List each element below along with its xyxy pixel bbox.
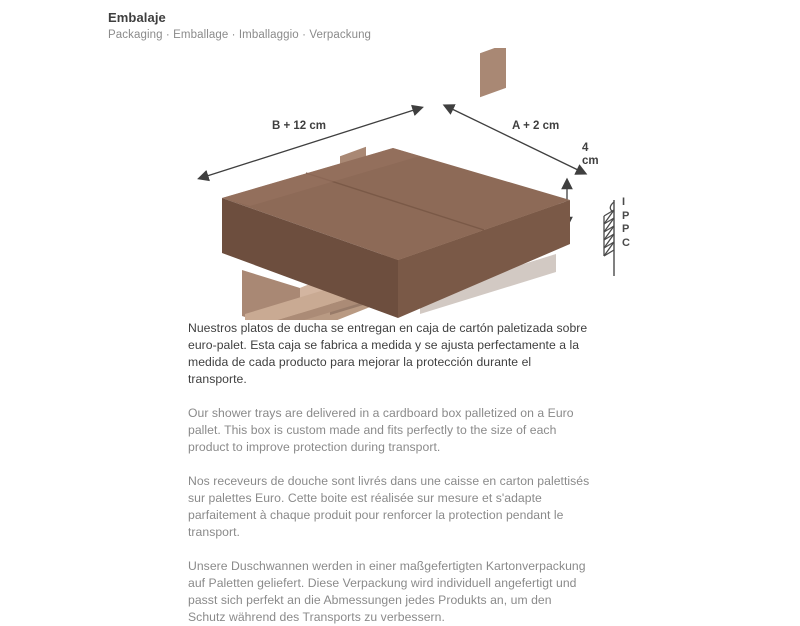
dimension-label-height	[582, 142, 599, 168]
pallet-illustration	[0, 48, 800, 320]
ippc-letter-3: P	[622, 223, 630, 235]
description-text-block	[188, 320, 592, 626]
dimension-height-unit: cm	[582, 155, 599, 167]
ippc-stamp	[600, 196, 664, 280]
ippc-letter-2: P	[622, 209, 630, 222]
pallet-drawing	[0, 48, 800, 320]
page-title: Embalaje	[108, 10, 166, 25]
paragraph-fr: Nos receveurs de douche sont livrés dans une caisse en carton palettisés sur palettes Euro. Cette boite est réalisée sur mesure et s'adapte parfaitement à chaque produit pour renforcer la protection pendant le transport.	[188, 474, 590, 539]
ippc-letter-4: C	[622, 236, 631, 249]
page-header	[108, 10, 668, 41]
dimension-label-width: B + 12 cm	[272, 120, 327, 132]
dimension-label-depth: A + 2 cm	[512, 120, 560, 132]
ippc-letter-1: I	[622, 196, 626, 208]
dimension-height-value: 4	[582, 142, 589, 154]
paragraph-en: Our shower trays are delivered in a cardboard box palletized on a Euro pallet. This box is custom made and fits perfectly to the size of each product to improve protection during transport.	[188, 406, 574, 454]
ippc-letters	[622, 196, 630, 250]
page-subtitle: Packaging · Emballage · Imballaggio · Verpackung	[108, 29, 372, 41]
paragraph-de: Unsere Duschwannen werden in einer maßgefertigten Kartonverpackung auf Paletten geliefert. Diese Verpackung wird individuell angefertigt und passt sich perfekt an die Abmessungen jedes Produkts an, um den Schutz während des Transports zu verbessern.	[188, 559, 586, 624]
paragraph-es: Nuestros platos de ducha se entregan en caja de cartón paletizada sobre euro-palet. Esta caja se fabrica a medida y se ajusta perfectamente a la medida de cada producto para mejorar la protección durante el transporte.	[188, 321, 588, 386]
wheat-ear-icon	[600, 196, 664, 280]
